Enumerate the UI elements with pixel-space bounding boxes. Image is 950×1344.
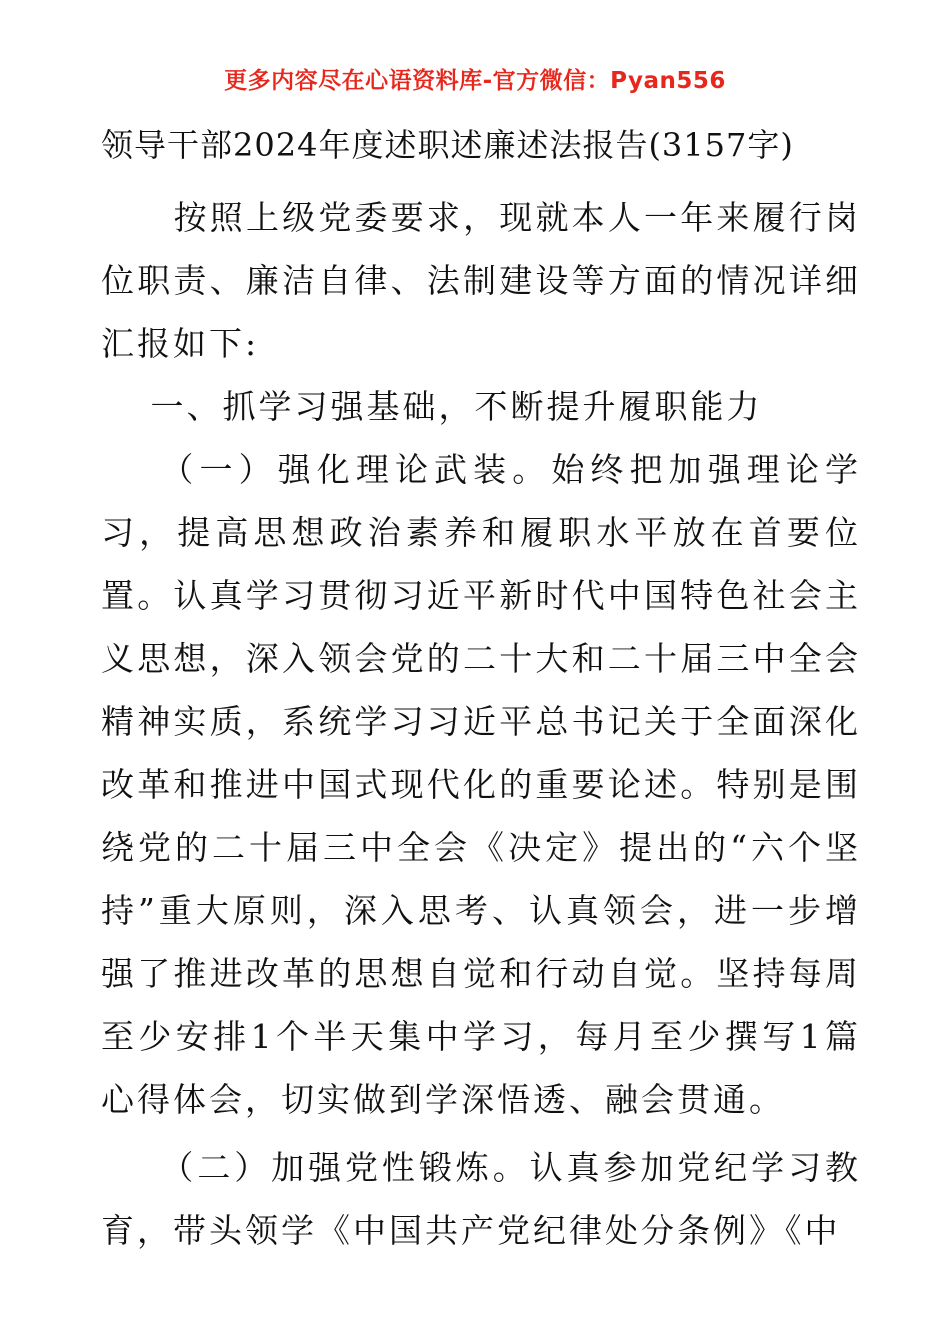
subsection-paragraph: （二）加强党性锻炼。认真参加党纪学习教育，带头领学《中国共产党纪律处分条例》《中 xyxy=(101,1148,861,1250)
subsection-paragraph: （一）强化理论武装。始终把加强理论学习，提高思想政治素养和履职水平放在首要位置。认真学习贯彻习近平新时代中国特色社会主义思想，深入领会党的二十大和二十届三中全会精神实质，系统学习习近平总书记关于全面深化改革和推进中国式现代化的重要论述。特别是围绕党的二十届三中全会《决定》提出的“六个坚持”重大原则，深入思考、认真领会，进一步增强了推进改革的思想自觉和行动自觉。坚持每周至少安排1个半天集中学习，每月至少撰写1篇心得体会，切实做到学深悟透、融会贯通。 xyxy=(101,450,861,1119)
section-heading: 一、抓学习强基础，不断提升履职能力 xyxy=(150,387,763,426)
intro-paragraph: 按照上级党委要求，现就本人一年来履行岗位职责、廉洁自律、法制建设等方面的情况详细汇报如下: xyxy=(101,198,861,363)
paragraph-list xyxy=(101,186,861,1262)
document-title: 领导干部2024年度述职述廉述法报告(3157字) xyxy=(101,126,794,164)
promo-banner: 更多内容尽在心语资料库-官方微信：Pyan556 xyxy=(224,68,726,94)
document-body xyxy=(101,124,861,1262)
